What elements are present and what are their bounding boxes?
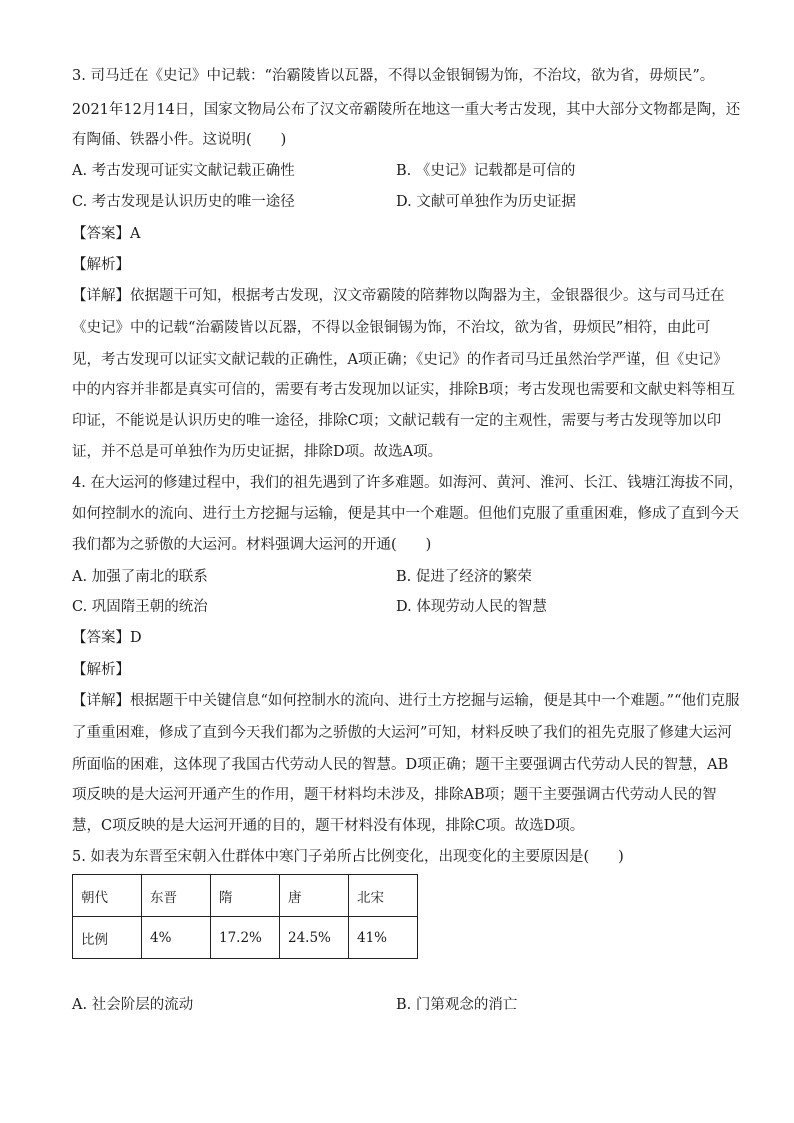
q4-stem-line-1: 4. 在大运河的修建过程中，我们的祖先遇到了许多难题。如海河、黄河、淮河、长江、钱塘江海拔不同， — [72, 475, 743, 491]
table-cell: 17.2% — [211, 917, 280, 959]
q3-stem-line-1: 3. 司马迁在《史记》中记载：“治霸陵皆以瓦器，不得以金银铜锡为饰，不治坟，欲为省，毋烦民”。 — [72, 68, 715, 84]
q4-stem-line-3: 我们都为之骄傲的大运河。材料强调大运河的开通( ) — [72, 537, 432, 553]
table-header-cell: 北宋 — [349, 875, 418, 917]
q3-detail-line-5: 印证，不能说是认识历史的唯一途径，排除C项；文献记载有一定的主观性，需要与考古发现等加以印 — [72, 413, 722, 429]
q4-option-c: C. 巩固隋王朝的统治 — [72, 599, 208, 615]
table-row — [73, 875, 418, 917]
q3-stem-line-2: 2021年12月14日，国家文物局公布了汉文帝霸陵所在地这一重大考古发现，其中大部分文物都是陶，还 — [72, 102, 741, 118]
q3-answer: 【答案】A — [72, 226, 141, 242]
q4-detail-line-3: 所面临的困难，这体现了我国古代劳动人民的智慧。D项正确；题干主要强调古代劳动人民的智慧，AB — [72, 757, 729, 773]
table-row — [73, 917, 418, 959]
q4-answer: 【答案】D — [72, 630, 142, 646]
q4-detail-line-4: 项反映的是大运河开通产生的作用，题干材料均未涉及，排除AB项；题干主要强调古代劳动人民的智 — [72, 787, 717, 803]
q4-analysis-label: 【解析】 — [72, 662, 130, 678]
table-header-cell: 东晋 — [142, 875, 211, 917]
table-header-cell: 朝代 — [73, 875, 142, 917]
q3-option-d: D. 文献可单独作为历史证据 — [396, 194, 576, 210]
q3-option-c: C. 考古发现是认识历史的唯一途径 — [72, 194, 295, 210]
q4-option-d: D. 体现劳动人民的智慧 — [396, 599, 547, 615]
table-cell: 41% — [349, 917, 418, 959]
q4-option-a: A. 加强了南北的联系 — [72, 569, 208, 585]
dynasty-ratio-table — [72, 874, 418, 959]
table-cell: 24.5% — [280, 917, 349, 959]
table-cell: 4% — [142, 917, 211, 959]
q4-detail-line-5: 慧，C项反映的是大运河开通的目的，题干材料没有体现，排除C项。故选D项。 — [72, 818, 585, 834]
table-header-cell: 唐 — [280, 875, 349, 917]
q5-option-a: A. 社会阶层的流动 — [72, 997, 194, 1013]
q3-analysis-label: 【解析】 — [72, 257, 130, 273]
table-header-cell: 隋 — [211, 875, 280, 917]
q4-option-b: B. 促进了经济的繁荣 — [396, 569, 532, 585]
q3-stem-line-3: 有陶俑、铁器小件。这说明( ) — [72, 132, 287, 148]
q3-option-b: B. 《史记》记载都是可信的 — [396, 163, 576, 179]
q3-detail-line-1: 【详解】依据题干可知，根据考古发现，汉文帝霸陵的陪葬物以陶器为主，金银器很少。这与司马迁在 — [72, 288, 725, 304]
q5-option-b: B. 门第观念的消亡 — [396, 997, 518, 1013]
q3-detail-line-6: 证，并不总是可单独作为历史证据，排除D项。故选A项。 — [72, 444, 443, 460]
q4-detail-line-1: 【详解】根据题干中关键信息“如何控制水的流向、进行土方挖掘与运输，便是其中一个难题。”“他们克服 — [72, 693, 740, 709]
q5-stem: 5. 如表为东晋至宋朝入仕群体中寒门子弟所占比例变化，出现变化的主要原因是( ) — [72, 849, 624, 865]
q3-option-a: A. 考古发现可证实文献记载正确性 — [72, 163, 295, 179]
q3-detail-line-4: 中的内容并非都是真实可信的，需要有考古发现加以证实，排除B项；考古发现也需要和文献史料等相互 — [72, 382, 736, 398]
table-cell: 比例 — [73, 917, 142, 959]
q4-detail-line-2: 了重重困难，修成了直到今天我们都为之骄傲的大运河”可知，材料反映了我们的祖先克服了修建大运河 — [72, 725, 732, 741]
q4-stem-line-2: 如何控制水的流向、进行土方挖掘与运输，便是其中一个难题。但他们克服了重重困难，修成了直到今天 — [72, 506, 739, 522]
q3-detail-line-2: 《史记》中的记载“治霸陵皆以瓦器，不得以金银铜锡为饰，不治坟，欲为省，毋烦民”相符，由此可 — [72, 320, 711, 336]
q3-detail-line-3: 见，考古发现可以证实文献记载的正确性，A项正确；《史记》的作者司马迁虽然治学严谨，但《史记》 — [72, 352, 728, 368]
